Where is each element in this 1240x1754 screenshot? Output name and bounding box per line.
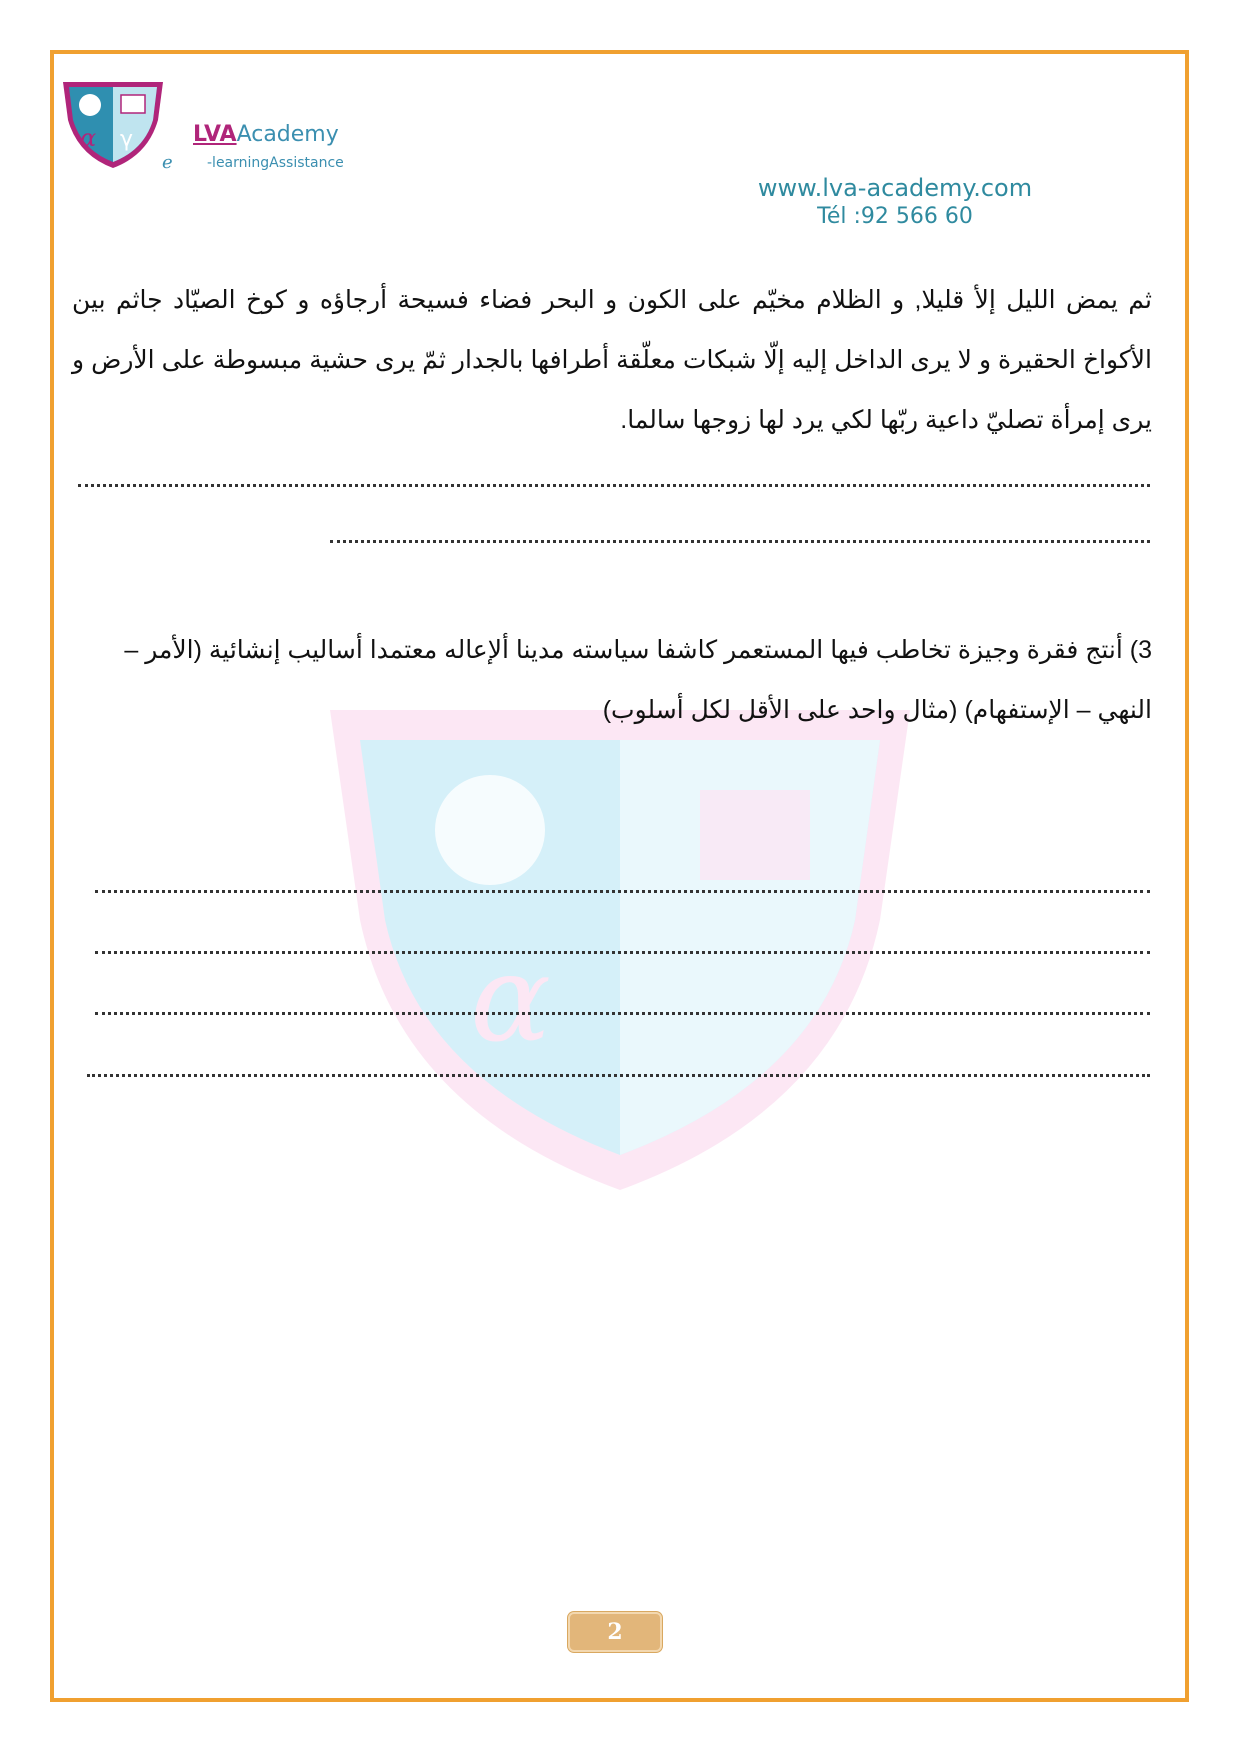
brand-name (193, 122, 339, 147)
watermark-shield-icon (320, 690, 920, 1190)
reading-paragraph: ثم يمض الليل إلأ قليلا, و الظلام مخيّم على الكون و البحر فضاء فسيحة أرجاؤه و كوخ الصيّاد جاثم بين الأكواخ الحقيرة و لا يرى الداخل إليه إلّا شبكات معلّقة أطرافها بالجدار ثمّ يرى حشية مبسوطة على الأرض و يرى إمرأة تصليّ داعية ربّها لكي يرد لها زوجها سالما. (72, 286, 1152, 434)
answer-line[interactable] (78, 484, 1150, 487)
tagline: -learningAssistance (207, 155, 344, 171)
question-3: 3) أنتج فقرة وجيزة تخاطب فيها المستعمر كاشفا سياسته مدينا ألإعاله معتمدا أساليب إنشائية (الأمر – النهي – الإستفهام) (مثال واحد على الأقل لكل أسلوب) (124, 636, 1152, 724)
tagline-e: e (162, 152, 173, 173)
answer-line[interactable] (87, 1074, 1150, 1077)
svg-text:γ: γ (120, 127, 134, 152)
brand-academy: Academy (236, 122, 339, 147)
answer-line[interactable] (95, 951, 1150, 954)
website-link[interactable]: www.lva-academy.com (757, 174, 1033, 202)
lva-logo-icon (58, 80, 168, 170)
answer-line[interactable] (95, 1012, 1150, 1015)
svg-text:α: α (470, 930, 552, 1069)
answer-line[interactable] (95, 890, 1150, 893)
phone-number: Tél :92 566 60 (817, 204, 973, 229)
answer-line[interactable] (330, 540, 1150, 543)
brand-lva: LVA (193, 122, 237, 147)
page-number: 2 (568, 1612, 662, 1652)
svg-text:α: α (80, 124, 97, 152)
